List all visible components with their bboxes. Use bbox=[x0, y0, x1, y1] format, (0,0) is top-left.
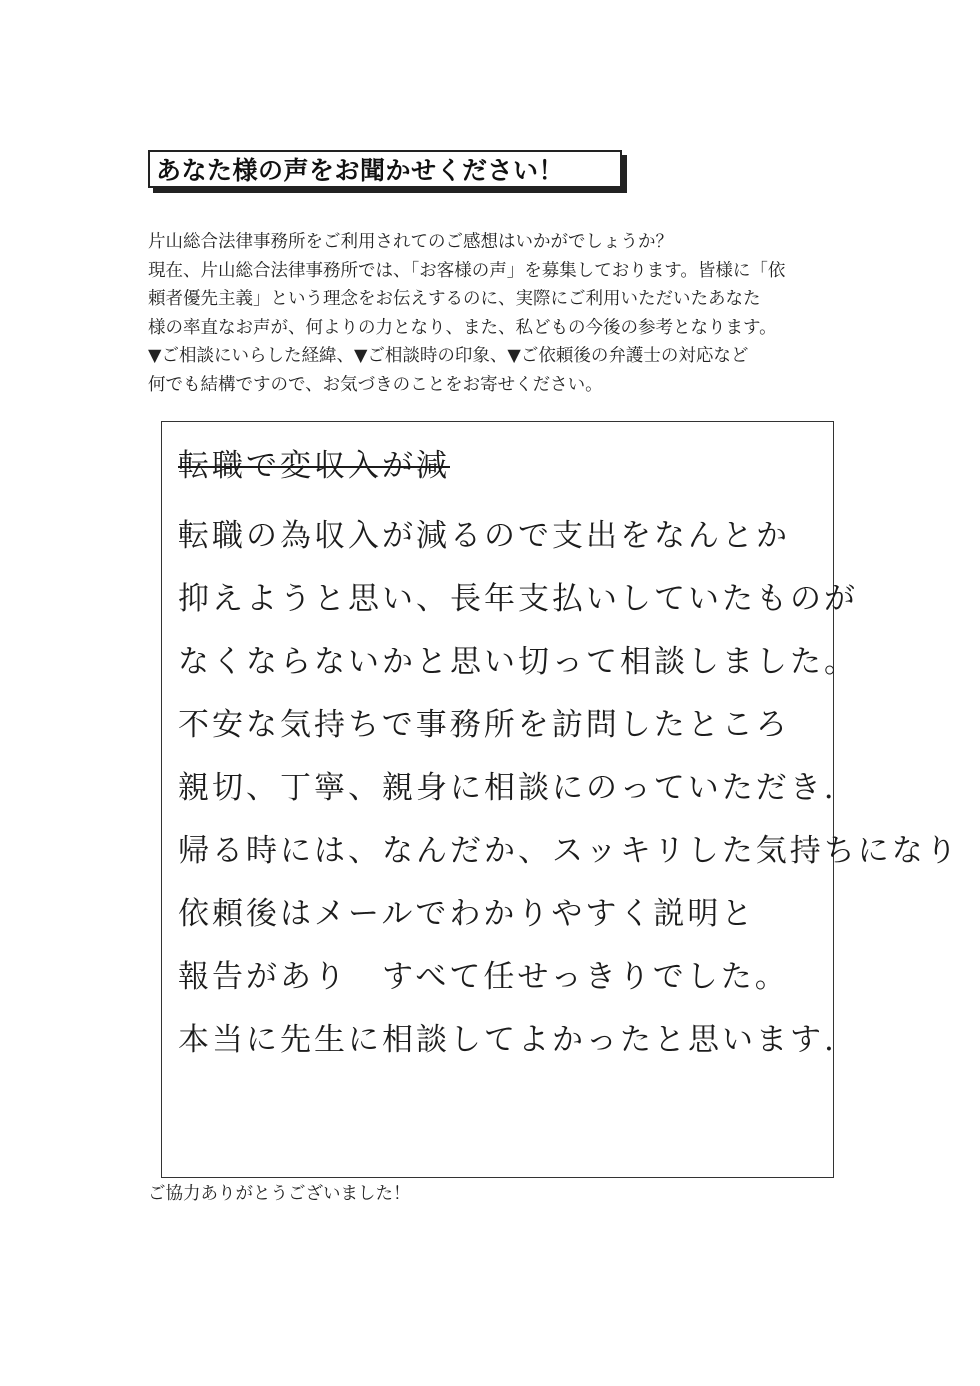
response-line: 帰る時には、なんだか、スッキリした気持ちになり bbox=[178, 833, 960, 869]
intro-text bbox=[148, 228, 848, 400]
response-line: 親切、丁寧、親身に相談にのっていただき. bbox=[178, 770, 837, 806]
response-line: なくならないかと思い切って相談しました。 bbox=[178, 644, 858, 680]
intro-line: 片山総合法律事務所をご利用されてのご感想はいかがでしょうか？ bbox=[148, 232, 673, 252]
intro-line: ▼ご相談にいらした経緯、▼ご相談時の印象、▼ご依頼後の弁護士の対応など bbox=[148, 346, 749, 367]
intro-line: 頼者優先主義」という理念をお伝えするのに、実際にご利用いただいたあなた bbox=[148, 289, 761, 310]
response-line: 不安な気持ちで事務所を訪問したところ bbox=[178, 707, 790, 743]
intro-line: 何でも結構ですので、お気づきのことをお寄せください。 bbox=[148, 374, 603, 395]
title-box bbox=[148, 150, 622, 188]
page-title: あなた様の声をお聞かせください！ bbox=[156, 156, 565, 185]
response-line: 依頼後はメールでわかりやすく説明と bbox=[178, 896, 756, 932]
handwritten-response bbox=[178, 505, 960, 1072]
intro-line: 現在、片山総合法律事務所では、「お客様の声」を募集しております。皆様に「依 bbox=[148, 260, 786, 281]
response-line: 転職の為収入が減るので支出をなんとか bbox=[178, 518, 790, 554]
response-line: 本当に先生に相談してよかったと思います. bbox=[178, 1022, 837, 1058]
intro-line: 様の率直なお声が、何よりの力となり、また、私どもの今後の参考となります。 bbox=[148, 317, 777, 338]
response-line: 抑えようと思い、長年支払いしていたものが bbox=[178, 581, 858, 617]
thanks-text: ご協力ありがとうございました！ bbox=[148, 1184, 411, 1204]
response-line: 報告があり すべて任せっきりでした。 bbox=[178, 959, 789, 995]
struck-out-line: 転職で変収入が減 bbox=[178, 448, 450, 484]
